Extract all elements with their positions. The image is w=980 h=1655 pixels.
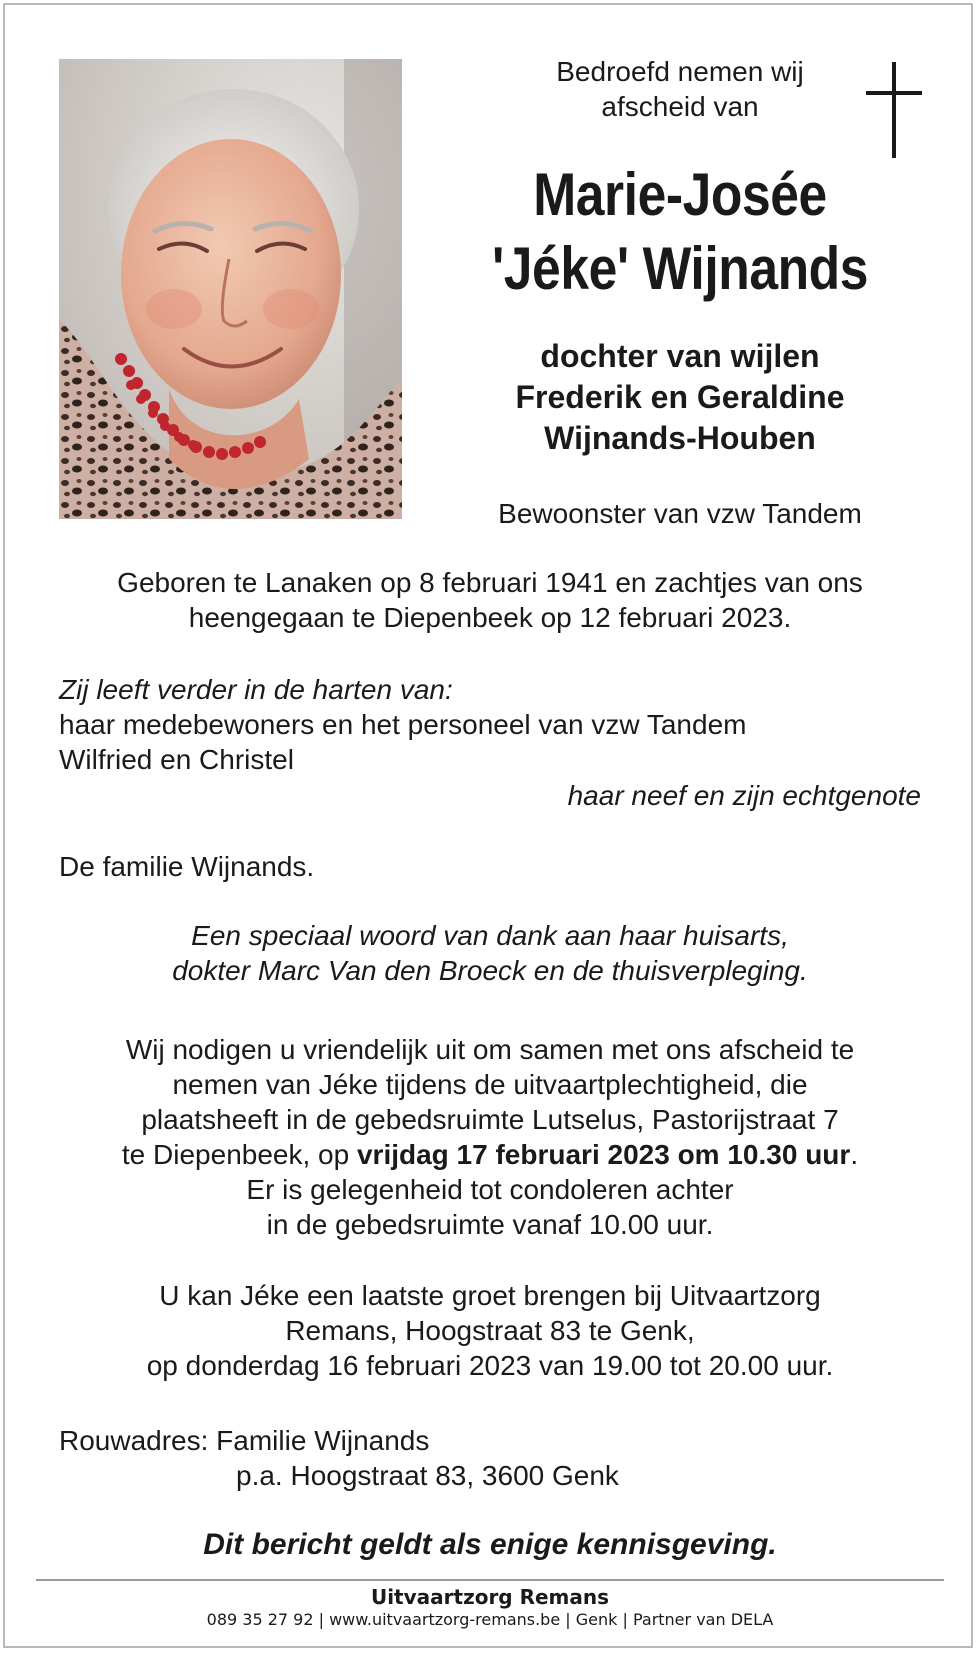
footer-company: Uitvaartzorg Remans xyxy=(370,1585,610,1609)
intro-text xyxy=(420,54,940,124)
death-line: heengegaan te Diepenbeek op 12 februari 2023. xyxy=(188,602,792,633)
thanks-line-1: Een speciaal woord van dank aan haar huisarts, xyxy=(191,920,789,951)
survivors-block xyxy=(59,672,929,777)
invitation-line-2: nemen van Jéke tijdens de uitvaartplechtigheid, die xyxy=(172,1069,808,1100)
visit-line-3: op donderdag 16 februari 2023 van 19.00 tot 20.00 uur. xyxy=(146,1350,834,1381)
invitation-line-4-pre: te Diepenbeek, op xyxy=(121,1139,357,1170)
invitation-line-1: Wij nodigen u vriendelijk uit om samen met ons afscheid te xyxy=(125,1034,855,1065)
survivors-heading: Zij leeft verder in de harten van: xyxy=(59,674,453,705)
visit-line-1: U kan Jéke een laatste groet brengen bij Uitvaartzorg xyxy=(159,1280,821,1311)
visit-line-2: Remans, Hoogstraat 83 te Genk, xyxy=(285,1315,695,1346)
mourning-address-line-1: Rouwadres: Familie Wijnands xyxy=(59,1425,430,1456)
funeral-invitation xyxy=(20,1032,960,1242)
footer-divider xyxy=(36,1579,944,1581)
footer-contact-info: 089 35 27 92 | www.uitvaartzorg-remans.be | Genk | Partner van DELA xyxy=(206,1610,774,1629)
parents-line-1: dochter van wijlen xyxy=(540,338,820,374)
survivors-line-3: haar neef en zijn echtgenote xyxy=(567,780,921,811)
visitation-block xyxy=(20,1278,960,1383)
invitation-line-3: plaatsheeft in de gebedsruimte Lutselus, Pastorijstraat 7 xyxy=(141,1104,839,1135)
parents-block xyxy=(420,336,940,459)
parents-line-3: Wijnands-Houben xyxy=(544,420,816,456)
survivors-line-1: haar medebewoners en het personeel van vzw Tandem xyxy=(59,709,747,740)
invitation-line-4-post: . xyxy=(850,1139,859,1170)
intro-line-2: afscheid van xyxy=(601,91,759,122)
ceremony-datetime: vrijdag 17 februari 2023 om 10.30 uur xyxy=(356,1139,851,1170)
survivors-line-2: Wilfried en Christel xyxy=(59,744,294,775)
thanks-line-2: dokter Marc Van den Broeck en de thuisverpleging. xyxy=(172,955,808,986)
invitation-line-6: in de gebedsruimte vanaf 10.00 uur. xyxy=(266,1209,714,1240)
thanks-block xyxy=(40,918,940,988)
mourning-address-line-2: p.a. Hoogstraat 83, 3600 Genk xyxy=(236,1460,619,1491)
portrait-photo xyxy=(59,59,402,519)
resident-line: Bewoonster van vzw Tandem xyxy=(498,498,862,529)
deceased-name xyxy=(456,158,903,306)
invitation-line-5: Er is gelegenheid tot condoleren achter xyxy=(246,1174,734,1205)
birth-death-block xyxy=(40,565,940,635)
birth-line: Geboren te Lanaken op 8 februari 1941 en zachtjes van ons xyxy=(117,567,863,598)
notice-line: Dit bericht geldt als enige kennisgeving. xyxy=(203,1528,777,1561)
name-line-1: Marie-Josée xyxy=(533,161,827,228)
parents-line-2: Frederik en Geraldine xyxy=(515,379,845,415)
family-line: De familie Wijnands. xyxy=(59,851,315,882)
intro-line-1: Bedroefd nemen wij xyxy=(556,56,804,87)
invitation-line-4 xyxy=(20,1137,960,1172)
name-line-2: 'Jéke' Wijnands xyxy=(491,235,869,302)
